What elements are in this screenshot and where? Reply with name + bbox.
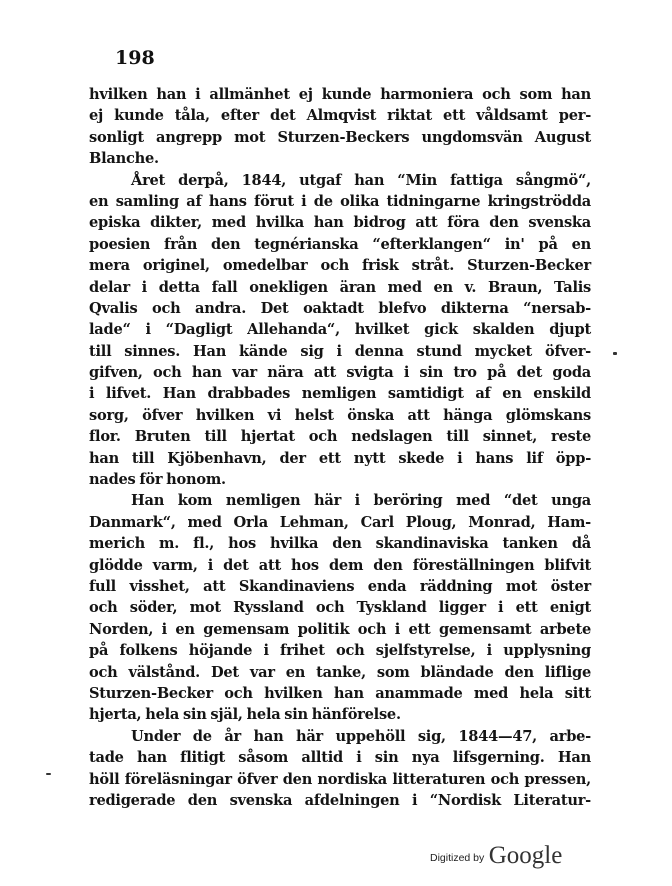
margin-speck: [613, 352, 617, 355]
digitized-by-google-watermark: [430, 840, 562, 868]
text-line: på folkens höjande i frihet och sjelfstyrelse, i upplysning: [89, 642, 591, 660]
text-line: till sinnes. Han kände sig i denna stund mycket öfver-: [89, 342, 591, 360]
text-line: hvilken han i allmänhet ej kunde harmoniera och som han: [89, 86, 591, 103]
text-line: Norden, i en gemensam politik och i ett gemensamt arbete: [89, 620, 591, 638]
text-line: Sturzen-Becker och hvilken han anammade med hela sitt: [89, 684, 591, 702]
text-line: Danmark“, med Orla Lehman, Carl Ploug, Monrad, Ham-: [89, 513, 591, 531]
text-line: poesien från den tegnérianska “efterklangen“ in' på en: [89, 235, 591, 253]
page-number: 198: [115, 47, 155, 69]
text-line: i lifvet. Han drabbades nemligen samtidigt af en enskild: [89, 385, 591, 403]
text-line: och välstånd. Det var en tanke, som bländade den liflige: [89, 663, 591, 681]
text-line: en samling af hans förut i de olika tidningarne kringströdda: [89, 192, 591, 210]
text-line: sorg, öfver hvilken vi helst önska att hänga glömskans: [89, 406, 591, 424]
text-line: delar i detta fall onekligen äran med en v. Braun, Talis: [89, 278, 591, 296]
text-line: merich m. fl., hos hvilka den skandinaviska tanken då: [89, 535, 591, 553]
text-line: lade“ i “Dagligt Allehanda“, hvilket gick skalden djupt: [89, 321, 591, 339]
text-line: sonligt angrepp mot Sturzen-Beckers ungdomsvän August: [89, 128, 591, 146]
text-line: gifven, och han var nära att svigta i sin tro på det goda: [89, 364, 591, 382]
text-line: episka dikter, med hvilka han bidrog att föra den svenska: [89, 214, 591, 232]
google-logo: Google: [488, 842, 563, 869]
text-line: flor. Bruten till hjertat och nedslagen till sinnet, reste: [89, 428, 591, 446]
margin-speck: [46, 773, 51, 775]
text-line: Blanche.: [89, 150, 159, 168]
text-line: Han kom nemligen här i beröring med “det unga: [131, 492, 591, 510]
text-line: tade han flitigt såsom alltid i sin nya lifsgerning. Han: [89, 749, 591, 767]
text-line: han till Kjöbenhavn, der ett nytt skede i hans lif öpp-: [89, 449, 591, 467]
text-line: full visshet, att Skandinaviens enda räddning mot öster: [89, 577, 591, 595]
text-line: Året derpå, 1844, utgaf han “Min fattiga sångmö“,: [131, 171, 591, 189]
text-line: ej kunde tåla, efter det Almqvist riktat ett våldsamt per-: [89, 107, 591, 125]
text-line: hjerta, hela sin själ, hela sin hänförelse.: [89, 706, 401, 724]
watermark-prefix: Digitized by: [430, 852, 485, 864]
body-text: [89, 84, 591, 811]
text-line: redigerade den svenska afdelningen i “Nordisk Literatur-: [89, 791, 591, 809]
text-line: mera originel, omedelbar och frisk stråt. Sturzen-Becker: [89, 257, 591, 275]
text-line: och söder, mot Ryssland och Tyskland ligger i ett enigt: [89, 599, 591, 617]
text-line: Under de år han här uppehöll sig, 1844—47, arbe-: [131, 727, 591, 745]
text-line: glödde varm, i det att hos dem den föreställningen blifvit: [89, 556, 591, 574]
text-line: nades för honom.: [89, 471, 226, 489]
text-line: Qvalis och andra. Det oaktadt blefvo dikterna “nersab-: [89, 299, 591, 317]
text-line: höll föreläsningar öfver den nordiska litteraturen och pressen,: [89, 770, 591, 788]
